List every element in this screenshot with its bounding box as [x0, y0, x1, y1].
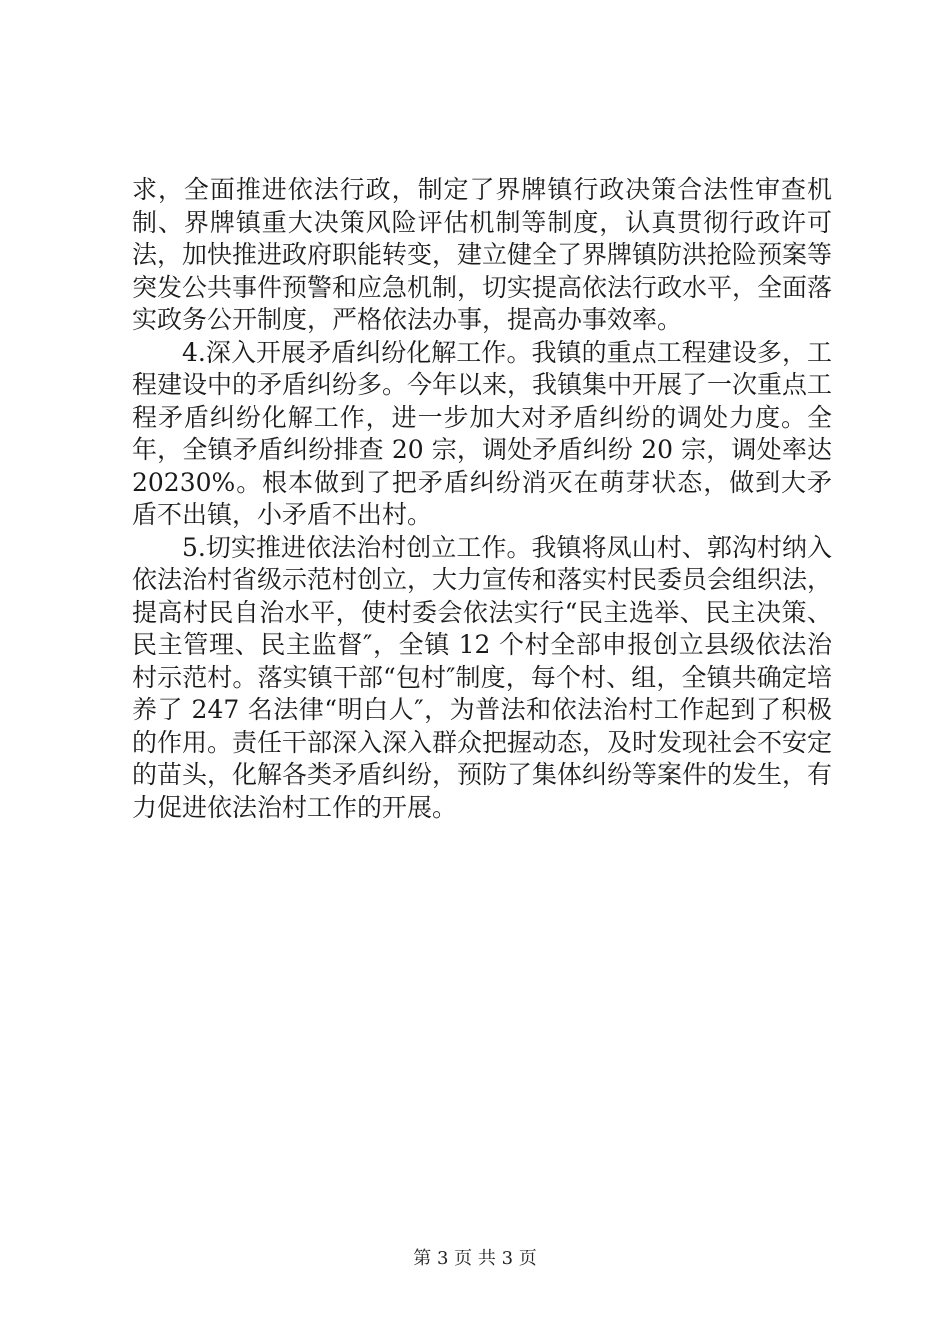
document-body: [132, 174, 832, 824]
paragraph-item-4: 4.深入开展矛盾纠纷化解工作。我镇的重点工程建设多，工程建设中的矛盾纠纷多。今年以来，我镇集中开展了一次重点工程矛盾纠纷化解工作，进一步加大对矛盾纠纷的调处力度。全年，全镇矛盾纠纷排查 20 宗，调处矛盾纠纷 20 宗，调处率达 20230%。根本做到了把矛盾纠纷消灭在萌芽状态，做到大矛盾不出镇，小矛盾不出村。: [132, 337, 833, 529]
page-number-footer: 第 3 页 共 3 页: [413, 1248, 537, 1269]
paragraph-item-5: 5.切实推进依法治村创立工作。我镇将凤山村、郭沟村纳入依法治村省级示范村创立，大力宣传和落实村民委员会组织法，提高村民自治水平，使村委会依法实行“民主选举、民主决策、民主管理、民主监督″，全镇 12 个村全部申报创立县级依法治村示范村。落实镇干部“包村″制度，每个村、组，全镇共确定培养了 247 名法律“明白人″，为普法和依法治村工作起到了积极的作用。责任干部深入深入群众把握动态，及时发现社会不安定的苗头，化解各类矛盾纠纷，预防了集体纠纷等案件的发生，有力促进依法治村工作的开展。: [132, 532, 833, 822]
paragraph-continuation: 求，全面推进依法行政，制定了界牌镇行政决策合法性审查机制、界牌镇重大决策风险评估机制等制度，认真贯彻行政许可法，加快推进政府职能转变，建立健全了界牌镇防洪抢险预案等突发公共事件预警和应急机制，切实提高依法行政水平，全面落实政务公开制度，严格依法办事，提高办事效率。: [132, 175, 833, 334]
